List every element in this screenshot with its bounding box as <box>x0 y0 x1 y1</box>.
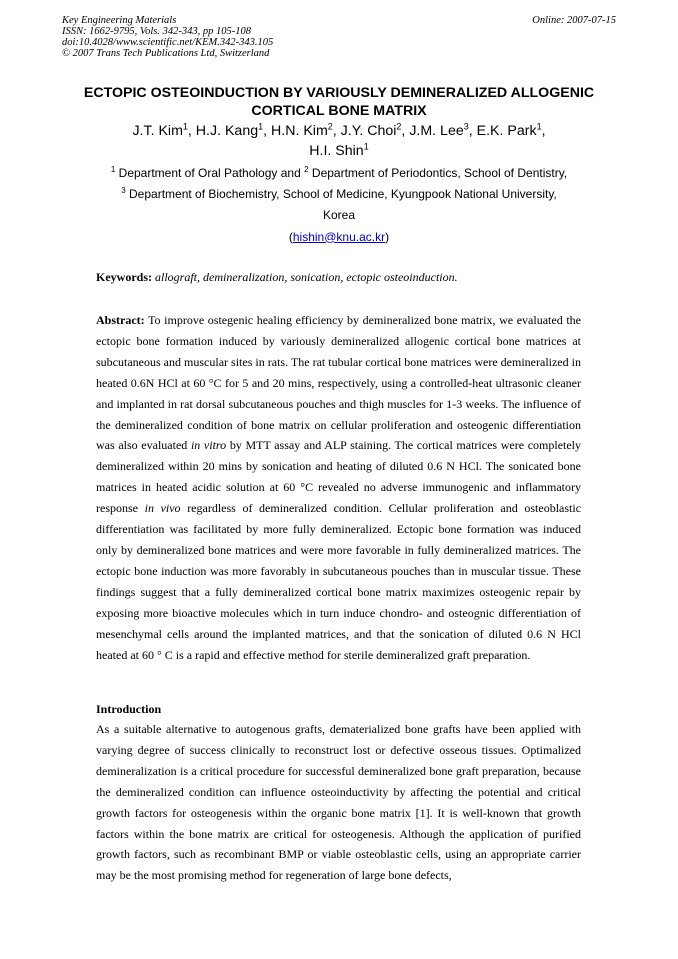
abstract <box>96 310 581 665</box>
author-name: H.I. Shin <box>309 143 364 159</box>
author-name: J.T. Kim <box>132 123 183 139</box>
keywords <box>96 269 581 285</box>
author-affiliation-mark: 3 <box>463 121 469 132</box>
author-affiliation-mark: 2 <box>396 121 402 132</box>
author-name: E.K. Park <box>476 123 537 139</box>
introduction-heading: Introduction <box>96 702 162 716</box>
author-affiliation-mark: 1 <box>258 121 264 132</box>
affiliations: $^1$ Department of Oral Pathology and $^2$ Department of Periodontics, School of Dentistry, $^3$ Department of Biochemistry, School of Medicine, Kyungpook National University, Korea (hishin@knu.ac.kr) <box>110 165 568 244</box>
abstract-label: Abstract: <box>96 313 145 327</box>
journal-header <box>62 15 392 59</box>
abstract-italic: in vivo <box>144 501 181 516</box>
affiliation-2: Department of Periodontics, School of Dentistry, <box>311 166 568 180</box>
author-name: H.N. Kim <box>271 123 328 139</box>
doi-line: doi:10.4028/www.scientific.net/KEM.342-343.105 <box>62 37 274 48</box>
author-affiliation-mark: 2 <box>327 121 333 132</box>
abstract-text: To improve ostegenic healing efficiency by demineralized bone matrix, we evaluated the ectopic bone formation induced by variously demineralized allogenic cortical bone matrices at subcutaneous and muscular sites in rats. The rat tubular cortical bone matrices were demineralized in heated 0.6N HCl at 60 °C for 5 and 20 mins, respectively, using a controlled-heat ultrasonic cleaner and implanted in rat dorsal subcutaneous pouches and thigh muscles for 1-3 weeks. The influence of the demineralized condition of bone matrix on cellular proliferation and osteogenic differentiation was also evaluated <box>96 313 581 453</box>
affiliation-country: Korea <box>322 208 356 223</box>
email-link[interactable]: hishin@knu.ac.kr <box>292 229 386 244</box>
author-name: J.M. Lee <box>409 123 464 139</box>
introduction-text: As a suitable alternative to autogenous grafts, dematerialized bone grafts have been applied with varying degree of success clinically to reconstruct lost or defective osseous tissues. Optimalized demineralization is a critical procedure for successful demineralized bone graft preparation, because the demineralized condition can influence osteoinductivity by affecting the potential and critical growth factors for osteogenesis within the organic bone matrix [1]. It is well-known that growth factors within the bone matrix are critical for osteogenesis. Although the application of purified growth factors, such as recombinant BMP or viable osteoblastic cells, using an appropriate carrier may be the most promising method for regeneration of large bone defects, <box>96 722 581 883</box>
copyright-line: © 2007 Trans Tech Publications Ltd, Switzerland <box>62 48 270 59</box>
abstract-italic: in vitro <box>190 438 227 453</box>
keywords-text: allograft, demineralization, sonication, ectopic osteoinduction. <box>155 270 458 284</box>
author-affiliation-mark: 1 <box>363 141 369 152</box>
abstract-text: by MTT assay and ALP staining. The cortical matrices were completely demineralized within 20 mins by sonication and heating of diluted 0.6 N HCl. The sonicated bone matrices in heated acidic solution at 60 °C revealed no adverse immunogenic and inflammatory response <box>96 438 582 516</box>
abstract-text: regardless of demineralized condition. Cellular proliferation and osteoblastic differentiation was facilitated by more fully demineralized. Ectopic bone formation was induced only by demineralized bone matrices and were more favorable in fully demineralized matrices. The ectopic bone induction was more favorably in subcutaneous pouches than in muscular tissue. These findings suggest that a fully demineralized cortical bone matrix maximizes osteogenic repair by exposing more bioactive molecules which in turn induce chondro- and osteognic differentiation of mesenchymal cells around the implanted matrices, and that the sonication of diluted 0.6 N HCl heated at 60 ° C is a rapid and effective method for sterile demineralized graft preparation. <box>96 501 582 662</box>
online-date: Online: 2007-07-15 <box>532 15 616 26</box>
affiliation-number: 2 <box>304 165 309 174</box>
author-affiliation-mark: 1 <box>182 121 188 132</box>
affiliation-1: Department of Oral Pathology and <box>118 166 301 180</box>
keywords-label: Keywords: <box>96 270 152 284</box>
issn-line: ISSN: 1662-9795, Vols. 342-343, pp 105-108 <box>62 26 251 37</box>
author-name: J.Y. Choi <box>340 123 397 139</box>
author-affiliation-mark: 1 <box>536 121 542 132</box>
author-name: H.J. Kang <box>195 123 259 139</box>
affiliation-3: Department of Biochemistry, School of Medicine, Kyungpook National University, <box>129 187 557 202</box>
author-list: J.T. Kim$^1$, H.J. Kang$^1$, H.N. Kim$^2$, J.Y. Choi$^2$, J.M. Lee$^3$, E.K. Park$^1$, H.I. Shin$^1$ <box>132 121 546 159</box>
affiliation-number: 1 <box>110 165 116 174</box>
affiliation-number: 3 <box>121 186 126 196</box>
journal-name: Key Engineering Materials <box>62 15 177 26</box>
paper-title: ECTOPIC OSTEOINDUCTION BY VARIOUSLY DEMINERALIZED ALLOGENIC CORTICAL BONE MATRIX <box>83 85 595 119</box>
